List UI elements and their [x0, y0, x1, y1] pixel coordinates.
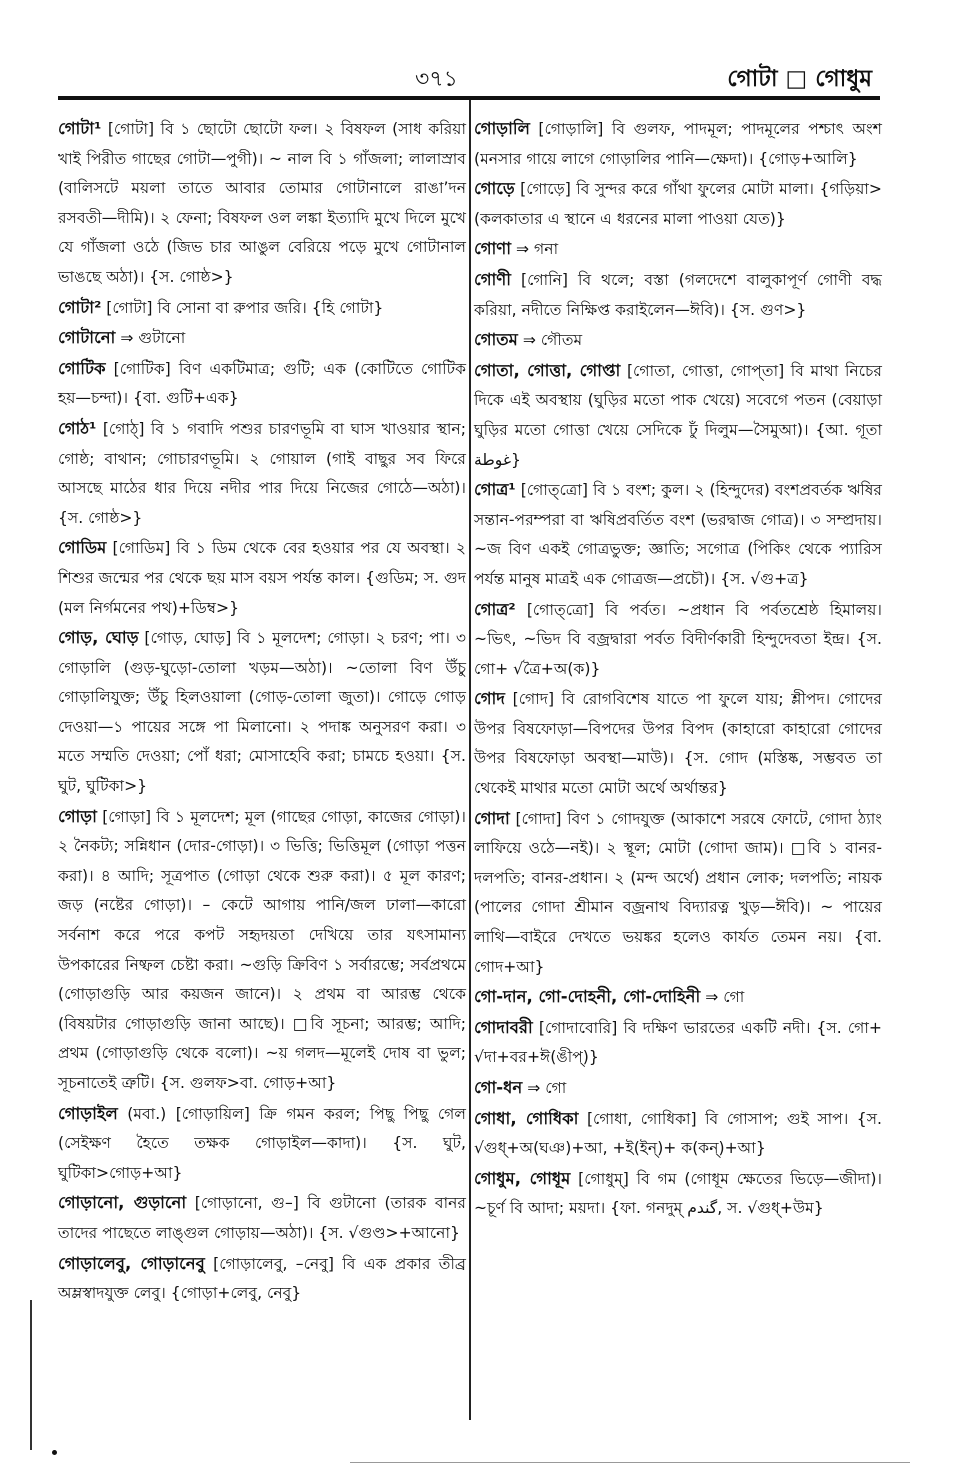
dictionary-entry — [474, 114, 882, 174]
footer-line — [350, 1462, 910, 1463]
entry-headword: গোতম — [474, 330, 518, 350]
page-header — [0, 58, 960, 94]
entry-body: [গোদাবোরি] বি দক্ষিণ ভারতের একটি নদী। {স. গো+ √দা+বর+ঈ(ঙীপ্)} — [474, 1018, 882, 1067]
guide-words: গোটা □ গোধুম — [727, 66, 872, 92]
dictionary-entry — [58, 354, 466, 414]
entry-headword: গোড়ানো, গুড়ানো — [58, 1193, 187, 1213]
entry-headword: গোণা — [474, 239, 512, 259]
page-number: ৩৭১ — [415, 67, 458, 92]
entry-body: [গোটিক] বিণ একটিমাত্র; গুটি; এক (কোটিতে গোটিক হয়—চন্দা)। {বা. গুটি+এক} — [58, 359, 466, 408]
entry-body: [গোদা] বিণ ১ গোদযুক্ত (আকাশে সরষে ফোটে, গোদা ঠ্যাং লাফিয়ে ওঠে—নই)। ২ স্থূল; মোটা (গোদা জাম)। □বি ১ বানর-দলপতি; বানর-প্রধান। ২ (মন্দ অর্থে) প্রধান লোক; দলপতি; নায়ক (পালের গোদা শ্রীমান বজ্রনাথ বিদ্যারত্ন খুড়—ঈবি)। ~ পায়ের লাথি—বাইরে দেখতে ভয়ঙ্কর হলেও কার্যত তেমন নয়। {বা. গোদ+আ} — [474, 809, 882, 976]
entry-headword: গোতা, গোত্তা, গোপ্তা — [474, 360, 621, 380]
entry-headword: গো-দান, গো-দোহনী, গো-দোহিনী — [474, 987, 701, 1007]
entry-headword: গোড়ালেবু, গোড়ানেবু — [58, 1253, 205, 1273]
entry-headword: গোড়ালি — [474, 119, 530, 138]
entry-body: [গোড়ে] বি সুন্দর করে গাঁথা ফুলের মোটা মালা। {গড়িয়া>(কলকাতার এ স্থানে এ ধরনের মালা পাওয়া যেত)} — [474, 180, 882, 228]
entry-body: [গোডিম] বি ১ ডিম থেকে বের হওয়ার পর যে অবস্থা। ২ শিশুর জন্মের পর থেকে ছয় মাস বয়স পর্যন্ত কাল। {গুডিম; স. গুদ (মল নির্গমনের পথ)+ডিম্ব>} — [58, 539, 466, 617]
entry-body: [গোড়া] বি ১ মূলদেশ; মূল (গাছের গোড়া, কাজের গোড়া)। ২ নৈকট্য; সন্নিধান (দোর-গোড়া)। ৩ ভিত্তি; ভিত্তিমূল (গোড়া পত্তন করা)। ৪ আদি; সূত্রপাত (গোড়া থেকে শুরু করা)। ৫ মূল কারণ; জড় (নষ্টের গোড়া)। – কেটে আগায় পানি/জল ঢালা—কারো সর্বনাশ করে পরে কপট সহৃদয়তা দেখিয়ে তার যৎসামান্য উপকারের নিষ্ফল চেষ্টা করা। ~গুড়ি ক্রিবিণ ১ সর্বারম্ভে; সর্বপ্রথমে (গোড়াগুড়ি আর কয়জন জানে)। ২ প্রথম বা আরম্ভ থেকে (বিষয়টার গোড়াগুড়ি জানা আছে)। □বি সূচনা; আরম্ভ; আদি; প্রথম (গোড়াগুড়ি থেকে বলো)। ~য় গলদ—মূলেই দোষ বা ভুল; সূচনাতেই ত্রুটি। {স. গুলফ>বা. গোড়+আ} — [58, 807, 466, 1092]
dictionary-entry — [474, 325, 882, 356]
entry-headword: গোঠ¹ — [58, 418, 97, 438]
dictionary-entry — [474, 1164, 882, 1224]
column-divider — [469, 100, 471, 1420]
dictionary-entry — [58, 414, 466, 533]
entry-body: ⇒ গৌতম — [522, 331, 583, 350]
entry-headword: গোণী — [474, 269, 511, 289]
dictionary-entry — [58, 1249, 466, 1309]
entry-headword: গোত্র¹ — [474, 480, 516, 500]
dictionary-entry — [474, 804, 882, 983]
dictionary-entry — [474, 595, 882, 685]
dictionary-entry — [474, 234, 882, 265]
dictionary-entry — [474, 174, 882, 234]
dictionary-entry — [474, 356, 882, 475]
entry-headword: গোডিম — [58, 538, 107, 558]
entry-body: [গোতা, গোত্তা, গোপ্‌তা] বি মাথা নিচের দিকে এই অবস্থায় (ঘুড়ির মতো পাক খেয়ে) সবেগে পতন (বেয়াড়া ঘুড়ির মতো গোত্তা খেয়ে সেদিকে ঢুঁ দিলুম—সৈমুআ)। {আ. গূতা غوطة} — [474, 361, 882, 469]
entry-headword: গোটানো — [58, 328, 116, 348]
entry-body: ⇒ গনা — [516, 240, 559, 259]
entry-body: [গোত্‌ত্রো] বি ১ বংশ; কুল। ২ (হিন্দুদের) বংশপ্রবর্তক ঋষির সন্তান-পরম্পরা বা ঋষিপ্রবর্তিত বংশ (ভরদ্বাজ গোত্র)। ৩ সম্প্রদায়। ~জ বিণ একই গোত্রভুক্ত; জ্ঞাতি; সগোত্র (পিকিং থেকে প্যারিস পর্যন্ত মানুষ মাত্রই এক গোত্রজ—প্রচৌ)। {স. √গু+ত্র} — [474, 481, 882, 588]
entry-headword: গোটিক — [58, 358, 106, 378]
dictionary-entry — [58, 1188, 466, 1248]
entry-headword: গো-ধন — [474, 1078, 523, 1097]
entry-headword: গোদা — [474, 808, 510, 828]
margin-dot — [52, 1450, 57, 1455]
entry-body: (মবা.) [গোড়ায়িল] ক্রি গমন করল; পিছু পিছু গেল (সেইক্ষণ হৈতে তক্ষক গোড়াইল—কাদা)। {স. ঘুট, ঘুটিকা>গোড়+আ} — [58, 1104, 466, 1182]
dictionary-entry — [474, 1104, 882, 1164]
entry-body: [গোত্‌ত্রো] বি পর্বত। ~প্রধান বি পর্বতশ্রেষ্ঠ হিমালয়। ~ভিৎ, ~ভিদ বি বজ্রদ্বারা পর্বত বিদীর্ণকারী হিন্দুদেবতা ইন্দ্র। {স. গো+ √ত্রৈ+অ(ক)} — [474, 600, 882, 678]
dictionary-entry — [58, 623, 466, 802]
entry-body: [গোটা] বি ১ ছোটো ছোটো ফল। ২ বিষফল (সাধ করিয়া খাই পিরীত গাছের গোটা—পুগী)। ~ নাল বি ১ গাঁজলা; লালাস্রাব (বালিসটে ময়লা তাতে আবার তোমার গোটানালে রাঙা’দন রসবতী—দীমি)। ২ ফেনা; বিষফল ওল লঙ্কা ইত্যাদি মুখে দিলে মুখে যে গাঁজলা ওঠে (জিভ চার আঙুল বেরিয়ে পড়ে মুখে গোটানাল ভাঙছে অঠা)। {স. গোষ্ঠ>} — [58, 120, 466, 286]
entry-body: [গোড়ানো, গু–] বি গুটানো (তারক বানর তাদের পাছেতে লাঙ্গুল গোড়ায়—অঠা)। {স. √গুণ্ড>+আনো} — [58, 1194, 466, 1242]
entry-headword: গোদ — [474, 689, 505, 709]
entry-body: ⇒ গো — [705, 988, 745, 1007]
entry-headword: গোধা, গোধিকা — [474, 1108, 579, 1128]
entry-headword: গোড়া — [58, 806, 97, 826]
entry-body: ⇒ গুটানো — [120, 329, 186, 348]
right-column — [474, 114, 882, 1224]
dictionary-entry — [474, 475, 882, 594]
dictionary-entry — [58, 114, 466, 293]
dictionary-entry — [58, 533, 466, 623]
entry-headword: গোড়াইল — [58, 1103, 118, 1123]
entry-headword: গোদাবরী — [474, 1017, 533, 1037]
entry-body: [গোনি] বি থলে; বস্তা (গলদেশে বালুকাপূর্ণ গোণী বদ্ধ করিয়া, নদীতে নিক্ষিপ্ত করাইলেন—ঈবি)। {স. গুণ>} — [474, 270, 882, 319]
dictionary-entry — [474, 1013, 882, 1073]
entry-headword: গোড়ে — [474, 179, 515, 199]
entry-body: [গোদ] বি রোগবিশেষ যাতে পা ফুলে যায়; শ্লীপদ। গোদের উপর বিষফোড়া—বিপদের উপর বিপদ (কাহারো কাহারো গোদের উপর বিষফোড়া অবস্থা—মাউ)। {স. গোদ (মস্তিষ্ক, সম্ভবত তা থেকেই মাথার মতো মোটা অর্থে অর্থান্তর} — [474, 690, 882, 798]
dictionary-entry — [474, 982, 882, 1013]
dictionary-entry — [474, 684, 882, 803]
entry-body: [গোধা, গোধিকা] বি গোসাপ; গুই সাপ। {স. √গুধ্+অ(ঘঞ)+আ, +ই(ইন্)+ ক(কন্)+আ} — [474, 1109, 882, 1158]
entry-body: [গোঠ্] বি ১ গবাদি পশুর চারণভূমি বা ঘাস খাওয়ার স্থান; গোষ্ঠ; বাথান; গোচারণভূমি। ২ গোয়াল (গাই বাছুর সব ফিরে আসছে মাঠের ধার দিয়ে নদীর পার দিয়ে নিজের গোঠে—অঠা)। {স. গোষ্ঠ>} — [58, 419, 466, 527]
entry-body: [গোড়ালেবু, –নেবু] বি এক প্রকার তীব্র অম্লস্বাদযুক্ত লেবু। {গোড়া+লেবু, নেবু} — [58, 1254, 466, 1303]
dictionary-entry — [58, 323, 466, 354]
entry-headword: গোড়, ঘোড় — [58, 628, 139, 648]
dictionary-entry — [474, 1073, 882, 1104]
entry-body: [গোধুম্] বি গম (গোধূম ক্ষেতের ভিড়ে—জীদা)। ~চূর্ণ বি আদা; ময়দা। {ফা. গনদুম্ گندم, স. √গুধ্+উম} — [474, 1169, 882, 1218]
entry-body: [গোড়ালি] বি গুলফ, পাদমূল; পাদমূলের পশ্চাৎ অংশ (মনসার গায়ে লাগে গোড়ালির পানি—ক্ষেদা)। {গোড়+আলি} — [474, 120, 882, 168]
dictionary-entry — [58, 1099, 466, 1189]
entry-headword: গোটা¹ — [58, 119, 102, 138]
entry-body: [গোটা] বি সোনা বা রুপার জরি। {হি গোটা} — [106, 298, 384, 317]
dictionary-entry — [474, 265, 882, 325]
entry-headword: গোত্র² — [474, 599, 516, 619]
entry-body: ⇒ গো — [527, 1079, 567, 1097]
margin-line — [30, 1300, 36, 1450]
dictionary-entry — [58, 802, 466, 1099]
entry-headword: গোধুম, গোধূম — [474, 1168, 571, 1188]
left-column — [58, 114, 466, 1309]
entry-headword: গোটা² — [58, 297, 102, 317]
entry-body: [গোড়, ঘোড়] বি ১ মূলদেশ; গোড়া। ২ চরণ; পা। ৩ গোড়ালি (গুড়-ঘুড়ো-তোলা খড়ম—অঠা)। ~তোলা বিণ উঁচু গোড়ালিযুক্ত; উঁচু হিলওয়ালা (গোড়-তোলা জুতা)। গোড়ে গোড় দেওয়া—১ পায়ের সঙ্গে পা মিলানো। ২ পদাঙ্ক অনুসরণ করা। ৩ মতে সম্মতি দেওয়া; পোঁ ধরা; মোসাহেবি করা; চামচে হওয়া। {স. ঘুট, ঘুটিকা>} — [58, 629, 466, 796]
dictionary-entry — [58, 293, 466, 324]
